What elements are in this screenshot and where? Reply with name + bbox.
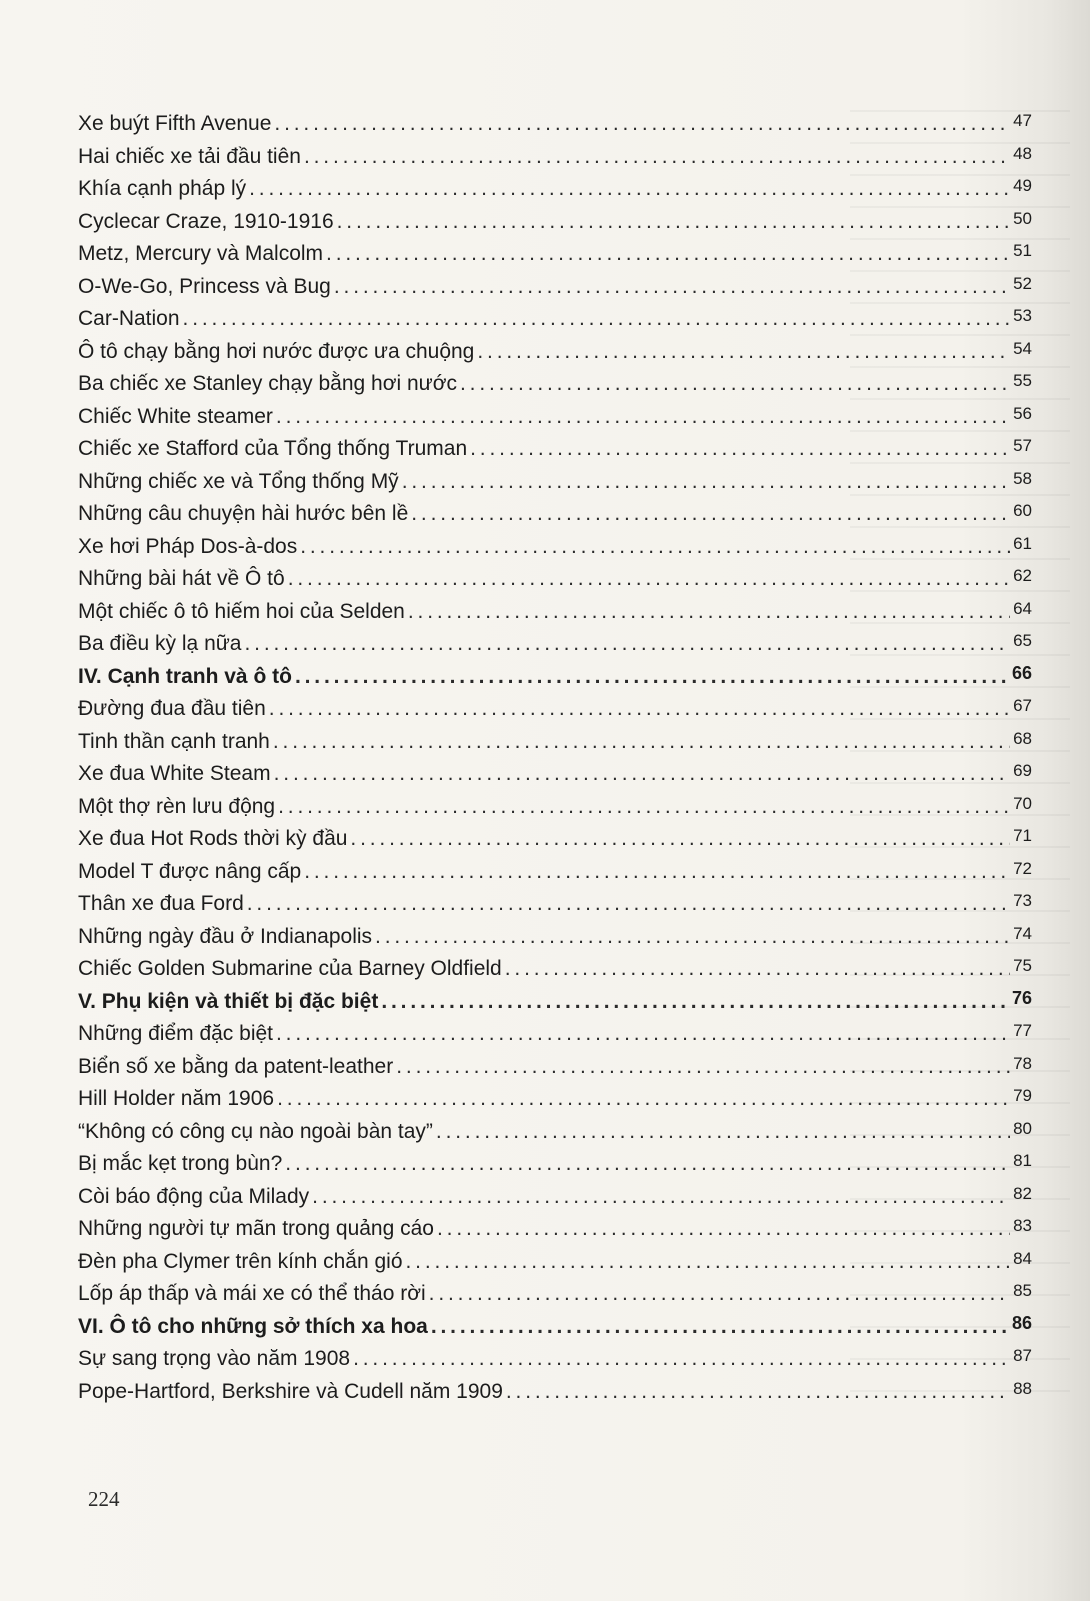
toc-entry — [78, 823, 1032, 856]
dot-leader — [353, 1343, 1010, 1376]
toc-entry-title: Pope-Hartford, Berkshire và Cudell năm 1909 — [78, 1379, 503, 1403]
dot-leader — [278, 791, 1010, 824]
toc-entry — [78, 498, 1032, 531]
toc-entry-page: 64 — [1013, 598, 1032, 618]
dot-leader — [277, 1083, 1010, 1116]
dot-leader — [477, 336, 1010, 369]
toc-entry — [78, 1051, 1032, 1084]
toc-entry — [78, 921, 1032, 954]
dot-leader — [505, 953, 1010, 986]
toc-entry-page: 66 — [1011, 662, 1032, 683]
toc-entry-page: 56 — [1013, 403, 1032, 423]
dot-leader — [300, 531, 1010, 564]
toc-entry-title: Tinh thần cạnh tranh — [78, 729, 270, 753]
toc-entry — [78, 271, 1032, 304]
toc-entry-page: 50 — [1013, 208, 1032, 228]
toc-entry-page: 82 — [1013, 1183, 1032, 1203]
toc-entry-page: 54 — [1013, 338, 1032, 358]
dot-leader — [326, 238, 1010, 271]
dot-leader — [381, 986, 1009, 1019]
toc-entry-title: Xe hơi Pháp Dos-à-dos — [78, 534, 298, 558]
table-of-contents — [78, 108, 1032, 1408]
toc-entry-page: 65 — [1013, 631, 1032, 650]
toc-entry-title: Những chiếc xe và Tổng thống Mỹ — [78, 469, 399, 493]
toc-entry-title: Chiếc xe Stafford của Tổng thống Truman — [78, 437, 468, 460]
toc-entry-page: 81 — [1013, 1151, 1032, 1170]
toc-entry-page: 75 — [1013, 956, 1032, 975]
toc-entry-title: Những người tự mãn trong quảng cáo — [78, 1217, 434, 1240]
toc-entry-page: 76 — [1011, 987, 1032, 1008]
toc-entry-title: Thân xe đua Ford — [78, 892, 244, 915]
toc-entry-title: Xe đua Hot Rods thời kỳ đầu — [78, 827, 348, 850]
toc-entry — [78, 1278, 1032, 1311]
toc-entry — [78, 1246, 1032, 1279]
toc-entry — [78, 401, 1032, 434]
toc-entry-title: Chiếc Golden Submarine của Barney Oldfield — [78, 957, 502, 980]
toc-entry-page: 57 — [1013, 436, 1032, 455]
dot-leader — [411, 498, 1010, 531]
toc-entry-title: Đường đua đầu tiên — [78, 697, 266, 720]
toc-entry-page: 47 — [1013, 111, 1032, 130]
toc-entry — [78, 1018, 1032, 1051]
toc-entry — [78, 303, 1032, 336]
toc-entry-page: 84 — [1013, 1248, 1032, 1268]
dot-leader — [269, 693, 1010, 726]
toc-entry-page: 88 — [1013, 1378, 1032, 1398]
dot-leader — [436, 1116, 1010, 1149]
toc-entry-page: 83 — [1013, 1216, 1032, 1235]
dot-leader — [406, 1246, 1011, 1279]
toc-entry-title: Chiếc White steamer — [78, 404, 273, 428]
dot-leader — [402, 466, 1010, 499]
toc-entry-page: 70 — [1013, 793, 1032, 813]
toc-entry — [78, 596, 1032, 629]
toc-entry — [78, 1148, 1032, 1181]
dot-leader — [506, 1376, 1010, 1409]
toc-entry-page: 69 — [1013, 761, 1032, 780]
dot-leader — [470, 433, 1010, 466]
dot-leader — [337, 206, 1010, 239]
dot-leader — [437, 1213, 1010, 1246]
toc-entry-title: VI. Ô tô cho những sở thích xa hoa — [78, 1314, 428, 1338]
toc-entry-title: O-We-Go, Princess và Bug — [78, 274, 331, 298]
toc-entry — [78, 563, 1032, 596]
toc-entry-title: V. Phụ kiện và thiết bị đặc biệt — [78, 989, 379, 1013]
dot-leader — [460, 368, 1010, 401]
toc-entry — [78, 1343, 1032, 1376]
toc-entry — [78, 1083, 1032, 1116]
toc-entry-page: 67 — [1013, 696, 1032, 715]
toc-entry-title: Một chiếc ô tô hiếm hoi của Selden — [78, 599, 405, 623]
toc-entry — [78, 726, 1032, 759]
toc-entry — [78, 693, 1032, 726]
toc-entry-page: 62 — [1013, 566, 1032, 585]
toc-entry — [78, 173, 1032, 206]
toc-entry — [78, 888, 1032, 921]
toc-entry-title: Xe đua White Steam — [78, 762, 271, 785]
dot-leader — [274, 758, 1010, 791]
dot-leader — [276, 1018, 1010, 1051]
toc-entry-page: 87 — [1013, 1346, 1032, 1365]
toc-entry-title: Xe buýt Fifth Avenue — [78, 112, 272, 135]
toc-entry-page: 68 — [1013, 728, 1032, 748]
toc-entry-title: Khía cạnh pháp lý — [78, 177, 247, 200]
dot-leader — [274, 108, 1010, 141]
toc-entry-title: Cyclecar Craze, 1910-1916 — [78, 209, 334, 233]
dot-leader — [350, 823, 1010, 856]
toc-entry — [78, 758, 1032, 791]
dot-leader — [304, 141, 1010, 174]
toc-entry-title: Sự sang trọng vào năm 1908 — [78, 1347, 351, 1370]
toc-entry — [78, 466, 1032, 499]
dot-leader — [276, 401, 1010, 434]
toc-entry-page: 73 — [1013, 891, 1032, 910]
toc-entry — [78, 433, 1032, 466]
toc-entry-page: 55 — [1013, 371, 1032, 390]
toc-entry — [78, 238, 1032, 271]
toc-entry-page: 78 — [1013, 1053, 1032, 1073]
toc-entry-title: Biển số xe bằng da patent-leather — [78, 1054, 394, 1078]
dot-leader — [429, 1278, 1010, 1311]
dot-leader — [288, 563, 1010, 596]
toc-entry — [78, 108, 1032, 141]
toc-entry — [78, 1376, 1032, 1409]
toc-entry — [78, 141, 1032, 174]
toc-entry — [78, 1116, 1032, 1149]
toc-entry-title: Ba chiếc xe Stanley chạy bằng hơi nước — [78, 372, 457, 395]
toc-entry — [78, 791, 1032, 824]
toc-entry-page: 80 — [1013, 1118, 1032, 1138]
toc-section-heading — [78, 661, 1032, 694]
toc-entry-page: 52 — [1013, 273, 1032, 293]
dot-leader — [396, 1051, 1010, 1084]
dot-leader — [304, 856, 1010, 889]
dot-leader — [245, 628, 1011, 661]
dot-leader — [249, 173, 1010, 206]
toc-entry — [78, 1181, 1032, 1214]
toc-entry-page: 51 — [1013, 241, 1032, 260]
toc-entry-title: Model T được nâng cấp — [78, 859, 302, 883]
toc-section-heading — [78, 1311, 1032, 1344]
dot-leader — [183, 303, 1011, 336]
toc-entry-page: 85 — [1013, 1281, 1032, 1300]
toc-entry-title: Những ngày đầu ở Indianapolis — [78, 924, 373, 948]
toc-entry-title: Car-Nation — [78, 307, 180, 330]
dot-leader — [273, 726, 1010, 759]
toc-entry-title: “Không có công cụ nào ngoài bàn tay” — [78, 1119, 433, 1143]
toc-entry-title: Một thợ rèn lưu động — [78, 794, 276, 818]
toc-entry-page: 74 — [1013, 923, 1032, 943]
toc-entry-title: Những bài hát về Ô tô — [78, 567, 285, 590]
toc-entry — [78, 206, 1032, 239]
dot-leader — [408, 596, 1010, 629]
dot-leader — [375, 921, 1010, 954]
toc-entry-page: 79 — [1013, 1086, 1032, 1105]
toc-entry-page: 72 — [1013, 858, 1032, 878]
toc-entry-page: 60 — [1013, 501, 1032, 520]
toc-entry-title: Đèn pha Clymer trên kính chắn gió — [78, 1249, 403, 1273]
dot-leader — [334, 271, 1010, 304]
toc-entry-title: Những câu chuyện hài hước bên lề — [78, 502, 409, 525]
toc-entry-title: Lốp áp thấp và mái xe có thể tháo rời — [78, 1282, 426, 1305]
page-number: 224 — [88, 1487, 120, 1511]
toc-entry — [78, 953, 1032, 986]
toc-entry-page: 77 — [1013, 1021, 1032, 1040]
toc-entry — [78, 856, 1032, 889]
toc-entry-title: Hill Holder năm 1906 — [78, 1087, 275, 1110]
toc-entry — [78, 628, 1032, 661]
toc-entry-title: Những điểm đặc biệt — [78, 1022, 273, 1045]
toc-entry-page: 58 — [1013, 468, 1032, 488]
dot-leader — [431, 1311, 1009, 1344]
toc-entry-title: Bị mắc kẹt trong bùn? — [78, 1152, 283, 1175]
toc-entry-page: 61 — [1013, 533, 1032, 553]
toc-entry-page: 53 — [1013, 306, 1032, 325]
toc-entry — [78, 531, 1032, 564]
toc-entry-title: Còi báo động của Milady — [78, 1184, 310, 1208]
toc-entry-page: 49 — [1013, 176, 1032, 195]
toc-entry-page: 48 — [1013, 143, 1032, 163]
toc-entry-title: Hai chiếc xe tải đầu tiên — [78, 144, 301, 168]
toc-entry-title: Ô tô chạy bằng hơi nước được ưa chuộng — [78, 339, 475, 363]
dot-leader — [285, 1148, 1010, 1181]
toc-entry — [78, 1213, 1032, 1246]
toc-entry-title: IV. Cạnh tranh và ô tô — [78, 664, 292, 688]
dot-leader — [312, 1181, 1010, 1214]
toc-entry-page: 71 — [1013, 826, 1032, 845]
toc-entry-title: Metz, Mercury và Malcolm — [78, 242, 324, 265]
dot-leader — [295, 661, 1009, 694]
toc-entry — [78, 336, 1032, 369]
dot-leader — [247, 888, 1010, 921]
toc-entry-page: 86 — [1011, 1312, 1032, 1333]
toc-entry-title: Ba điều kỳ lạ nữa — [78, 632, 242, 655]
toc-section-heading — [78, 986, 1032, 1019]
toc-entry — [78, 368, 1032, 401]
